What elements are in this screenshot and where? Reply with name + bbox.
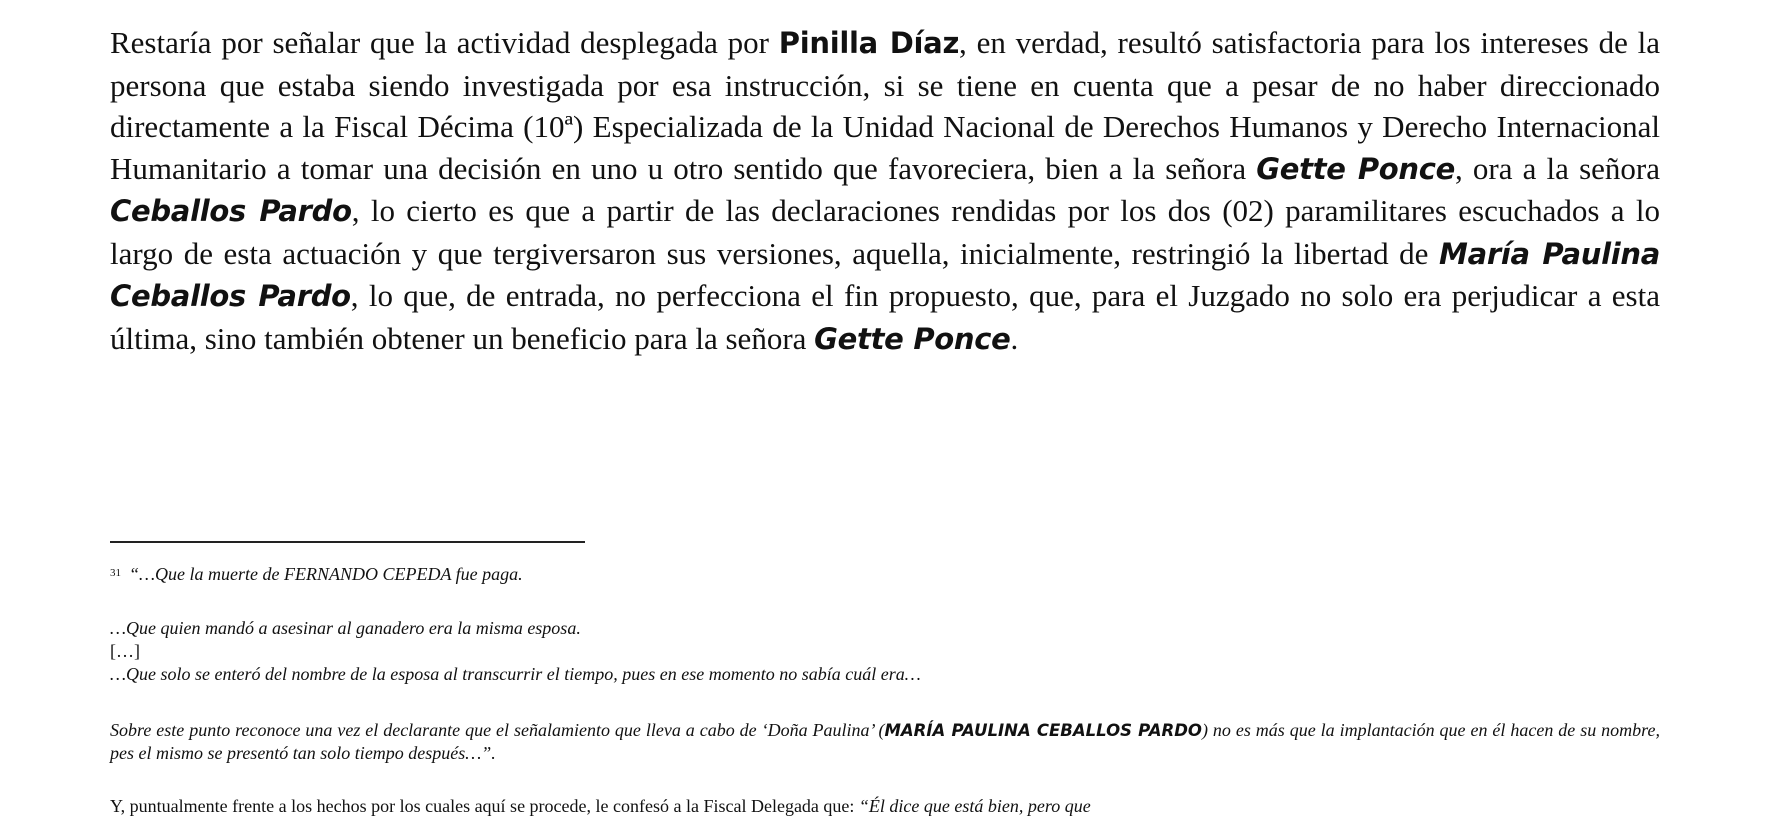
name-gette-ponce: Gette Ponce	[1256, 151, 1456, 186]
body-text: .	[1010, 320, 1019, 356]
name-gette-ponce: Gette Ponce	[814, 321, 1011, 356]
footnote-text: ) no es más que la implantación que en él hacen de su nombre, pes el mismo se presentó tan solo tiempo después…”.	[110, 720, 1660, 763]
footnote-paragraph	[110, 795, 1660, 817]
footnote-quote: “Él dice que está bien, pero que	[858, 796, 1091, 816]
footnote-line	[110, 562, 1660, 585]
footnote-line: …Que solo se enteró del nombre de la esposa al transcurrir el tiempo, pues en ese momento no sabía cuál era…	[110, 664, 921, 684]
footnote-line: …Que quien mandó a asesinar al ganadero era la misma esposa.	[110, 618, 581, 638]
body-text: , en verdad, resultó satisfactoria para los intereses de la persona que estaba siendo investigada por esa instrucción, si se tiene en cuenta que a pesar de no haber direccionado directamente a la Fiscal Décima (10ª) Especializada de la Unidad Nacional de Derechos Humanos y Derecho Internacional Humanitario a tomar una decisión en uno u otro sentido que favoreciera, bien a la señora	[110, 25, 1660, 186]
body-text: , lo cierto es que a partir de las declaraciones rendidas por los dos (02) paramilitares escuchados a lo largo de esta actuación y que tergiversaron sus versiones, aquella, inicialmente, restringió la libertad de	[110, 193, 1660, 271]
footnote-text: Sobre este punto reconoce una vez el declarante que el señalamiento que lleva a cabo de ‘Doña Paulina’ (	[110, 720, 885, 740]
footnote-quote: “…Que la muerte de FERNANDO CEPEDA fue paga.	[129, 564, 523, 584]
body-text: Restaría por señalar que la actividad desplegada por	[110, 25, 779, 60]
footnote-ellipsis: […]	[110, 641, 140, 661]
footnote-separator	[110, 541, 585, 543]
name-pinilla-diaz: Pinilla Díaz	[778, 26, 960, 60]
footnote-paragraph	[110, 719, 1660, 764]
footnote-text: Y, puntualmente frente a los hechos por los cuales aquí se procede, le confesó a la Fiscal Delegada que:	[110, 796, 859, 816]
body-text: , ora a la señora	[1455, 150, 1660, 186]
body-text: , lo que, de entrada, no perfecciona el fin propuesto, que, para el Juzgado no solo era perjudicar a esta última, sino también obtener un beneficio para la señora	[110, 278, 1660, 356]
name-maria-paulina-ceballos-pardo: María Paulina Ceballos Pardo	[110, 236, 1660, 313]
main-paragraph	[110, 22, 1660, 360]
name-ceballos-pardo: Ceballos Pardo	[110, 194, 352, 228]
footnote-number: 31	[110, 567, 121, 579]
footnote-name: MARÍA PAULINA CEBALLOS PARDO	[884, 721, 1202, 740]
